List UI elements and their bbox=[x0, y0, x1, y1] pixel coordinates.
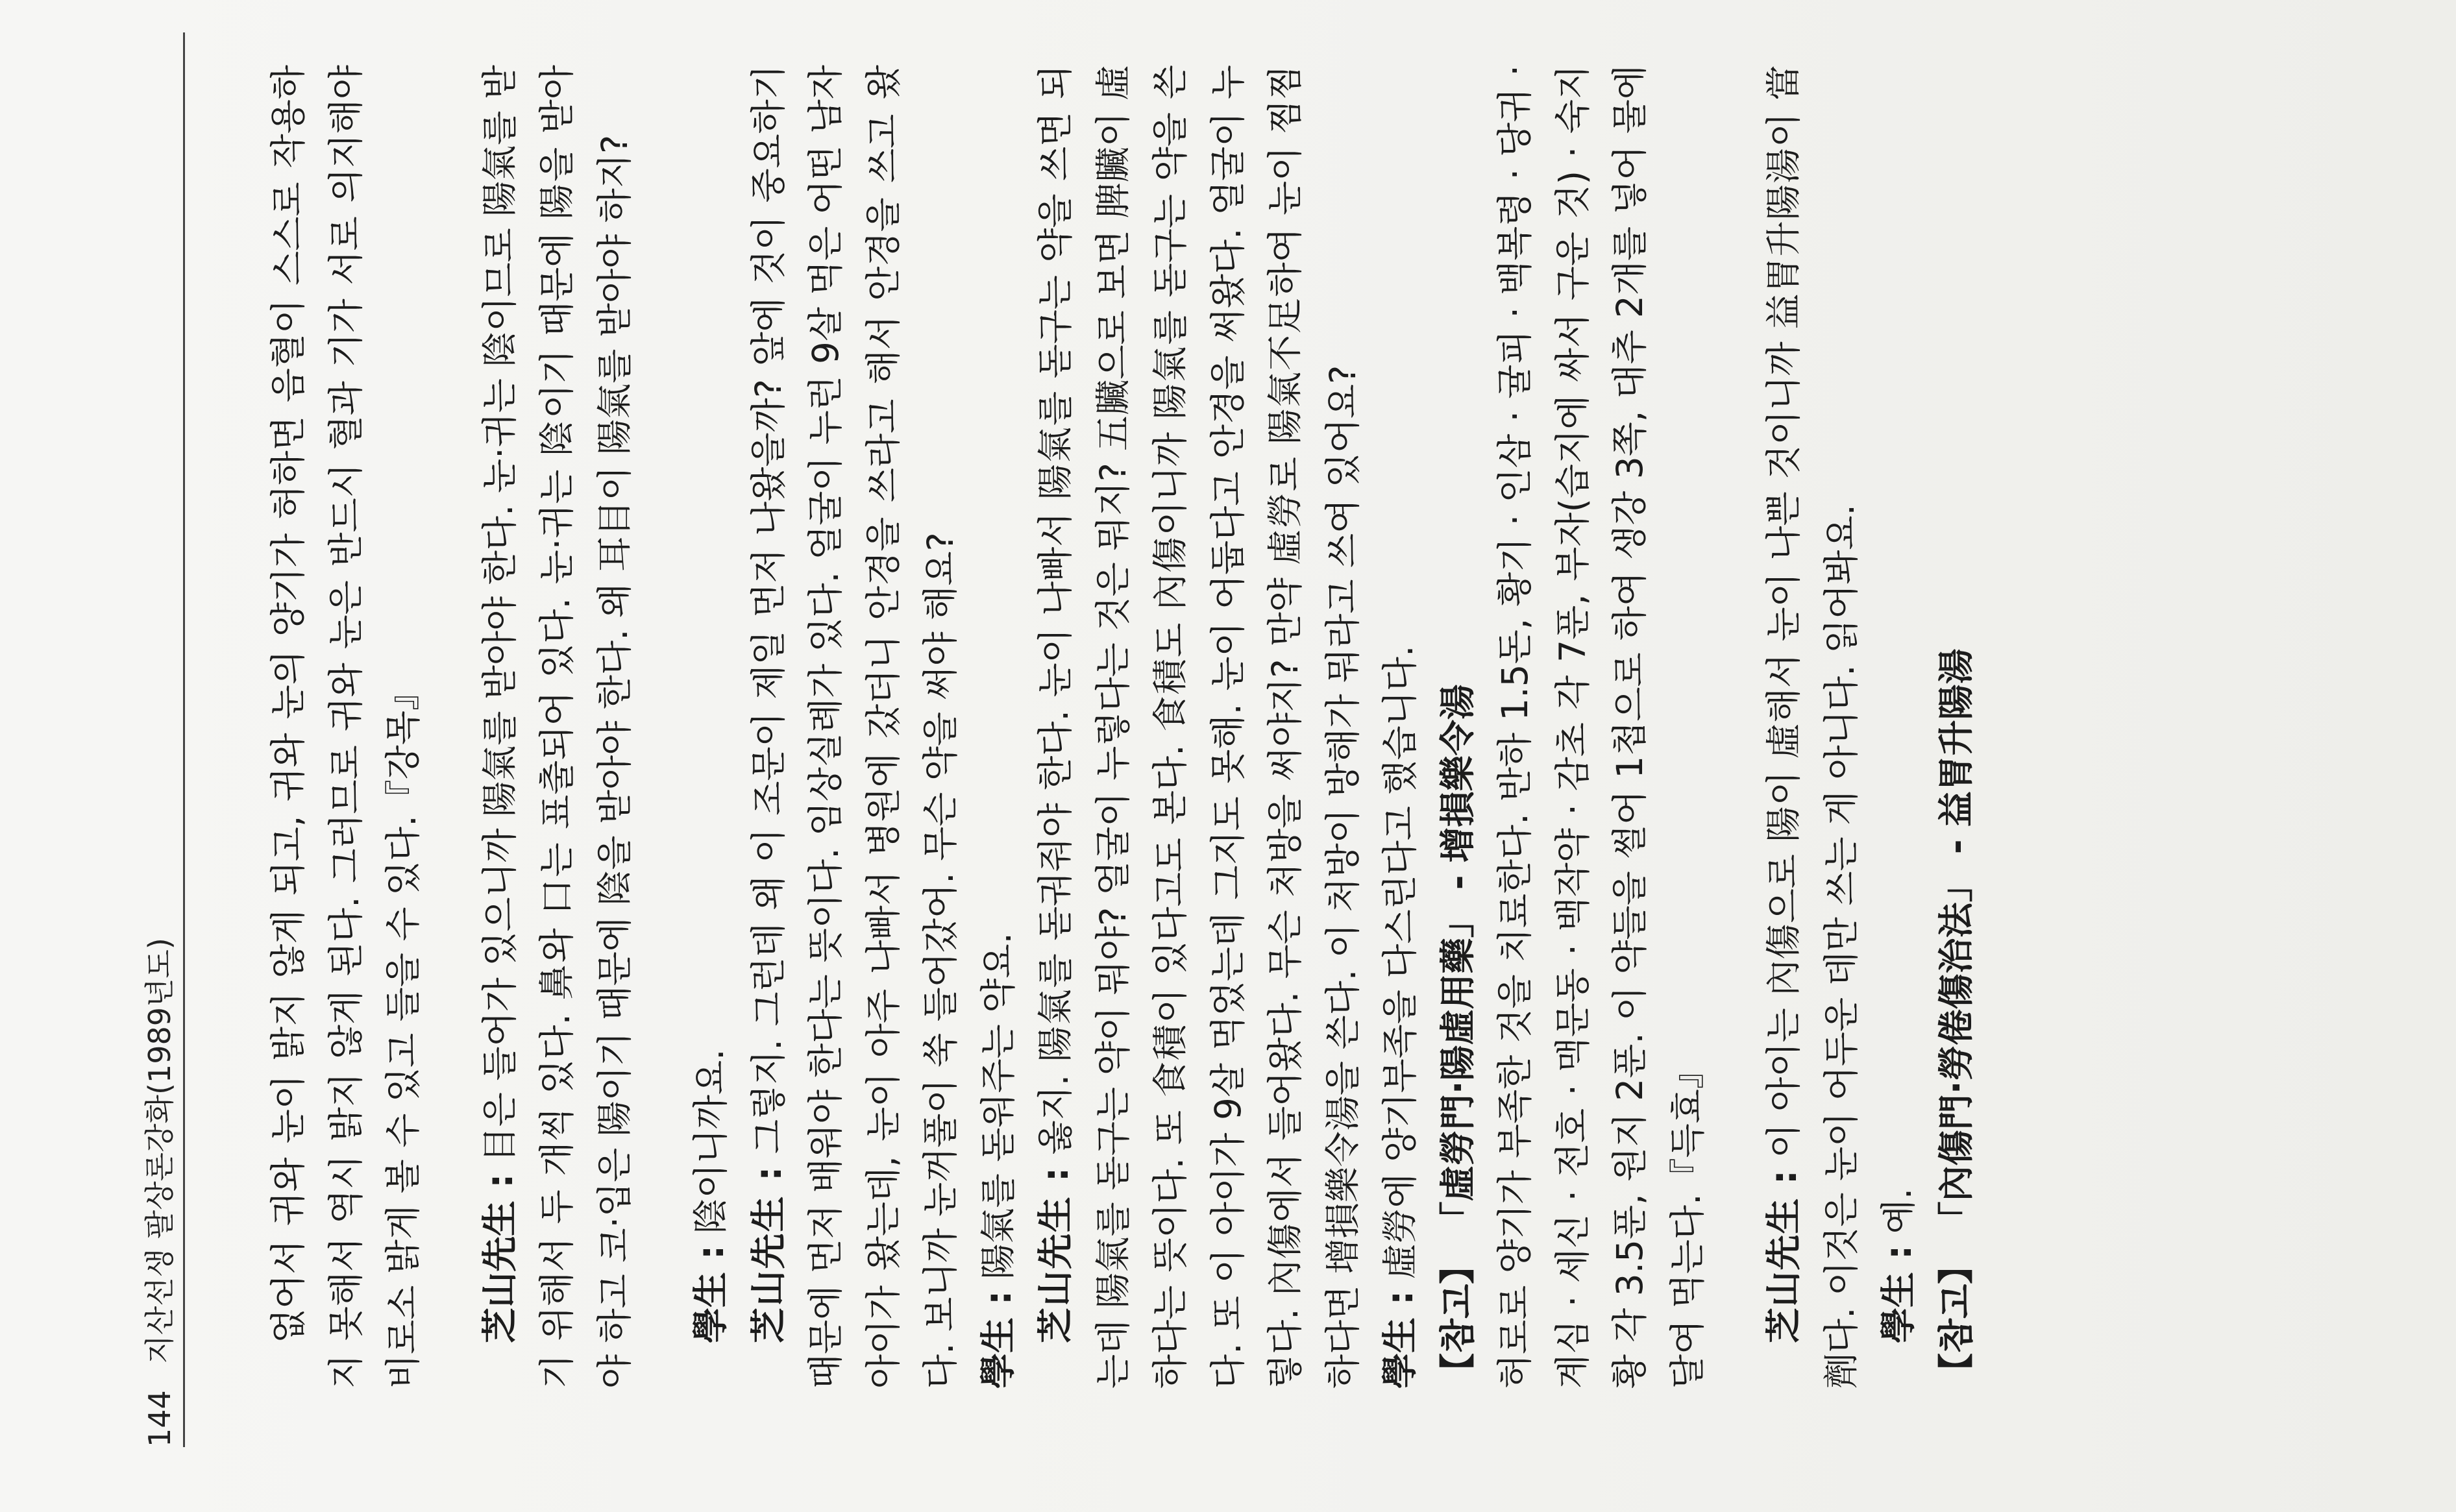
paragraph-text: 없어서 귀와 눈이 밝지 않게 되고, 귀와 눈의 양기가 허하면 음혈이 스스로 작용하지 못해서 역시 밝지 않게 된다. 그러므로 귀와 눈은 반드시 혈과 기가 서로 의지해야 비로소 밝게 볼 수 있고 들을 수 있다.『강목』 bbox=[267, 65, 424, 1389]
paragraph bbox=[260, 65, 432, 1389]
page-number: 144 bbox=[142, 1390, 177, 1447]
speaker-label: 學生 : bbox=[1878, 1245, 1919, 1343]
paragraph bbox=[1027, 65, 1371, 1389]
running-title: 지산선생 팔상론강화(1989년도) bbox=[142, 938, 177, 1364]
reference-title bbox=[1429, 65, 1487, 1389]
reference-text: 「虛勞門·陽虛用藥」 - 增損樂令湯 bbox=[1436, 684, 1479, 1238]
paragraph-text: 허로로 양기가 부족한 것을 치료한다. 반하 1.5돈, 황기 · 인삼 · 귤피 · 백복령 · 당귀 · 계심 · 세신 · 전호 · 맥문동 · 백작약 · 감초 각 7푼, 부자(습지에 싸서 구운 것) · 숙지황 각 3.5푼, 원지 2푼. 이 약들을 썰어 1첩으로 하여 생강 3쪽, 대추 2개를 넣어 물에 달여 먹는다.『득효』 bbox=[1494, 65, 1708, 1389]
speaker-label: 學生 : bbox=[1379, 1290, 1421, 1389]
speaker-label: 芝山先生 : bbox=[1763, 1170, 1804, 1343]
paragraph bbox=[1870, 65, 1928, 1389]
paragraph bbox=[682, 65, 740, 1389]
reference-label: 【참고】 bbox=[1436, 1248, 1479, 1389]
body-text bbox=[260, 65, 1985, 1389]
reference-label: 【참고】 bbox=[1935, 1248, 1977, 1389]
header-rule bbox=[183, 32, 185, 1447]
reference-title bbox=[1928, 65, 1985, 1389]
speaker-label: 芝山先生 : bbox=[1035, 1167, 1076, 1343]
paragraph-text: 옳지. 陽氣를 돋궈줘야 한다. 눈이 나빠서 陽氣를 돋구는 약을 쓰면 되는데 陽氣를 돋구는 약이 뭐야? 얼굴이 누렇다는 것은 뭐지? 五臟으로 보면 脾臟이 虛하다는 뜻이다. 또 食積이 있다고도 본다. 食積도 內傷이니까 陽氣를 돋구는 약을 쓴다. 또 이 아이가 9살 먹었는데 그지도 못해. 눈이 어둡다고 안경을 써왔다. 얼굴이 누렇다. 內傷에서 들어왔다. 무슨 처방을 써야지? 만약 虛勞로 陽氣不足하여 눈이 찜찜하다면 增損樂令湯을 쓴다. 이 처방이 방해가 뭐라고 쓰여 있어요? bbox=[1035, 65, 1364, 1389]
paragraph-text: 예. bbox=[1878, 1188, 1919, 1234]
paragraph bbox=[970, 65, 1027, 1389]
reference-body bbox=[1486, 65, 1716, 1389]
paragraph-text: 그렇지. 그런데 왜 이 조문이 제일 먼저 나왔을까? 앞에 것이 중요하기 때문에 먼저 배워야 한다는 뜻이다. 임상실례가 있다. 얼굴이 누런 9살 먹은 어떤 남자아이가 왔는데, 눈이 아주 나빠서 병원에 갔더니 안경을 쓰라고 해서 안경을 쓰고 왔다. 보니까 눈꺼풀이 쑥 들어갔어. 무슨 약을 써야 해요? bbox=[747, 64, 961, 1389]
running-head bbox=[136, 32, 179, 1447]
paragraph bbox=[471, 65, 644, 1389]
speaker-label: 芝山先生 : bbox=[478, 1173, 521, 1343]
reference-text: 「內傷門·勞倦傷治法」 - 益胃升陽湯 bbox=[1935, 648, 1977, 1238]
paragraph bbox=[740, 65, 970, 1389]
paragraph-text: 陰이니까요. bbox=[690, 1049, 731, 1234]
paragraph-text: 目은 들어가 있으니까 陽氣를 받아야 한다. 눈·귀는 陰이므로 陽氣를 받기 위해서 두 개씩 있다. 鼻와 口는 표출되어 있다. 눈·귀는 陰이기 때문에 陽을 받아야 하고 코·입은 陽이기 때문에 陰을 받아야 한다. 왜 耳目이 陽氣를 받아야 하지? bbox=[478, 65, 635, 1389]
speaker-label: 芝山先生 : bbox=[747, 1166, 789, 1343]
paragraph bbox=[1755, 65, 1870, 1389]
paragraph bbox=[1371, 65, 1429, 1389]
speaker-label: 學生 : bbox=[977, 1290, 1019, 1389]
speaker-label: 學生 : bbox=[690, 1245, 731, 1343]
paragraph-text: 이 아이는 內傷으로 陽이 虛해서 눈이 나쁜 것이니까 益胃升陽湯이 當劑다. 이것은 눈이 어두운 데만 쓰는 게 아니다. 읽어봐요. bbox=[1763, 65, 1862, 1389]
paragraph-text: 陽氣를 돋워주는 약요. bbox=[977, 933, 1019, 1280]
paragraph-text: 虛勞에 양기부족을 다스린다고 했습니다. bbox=[1379, 645, 1421, 1280]
